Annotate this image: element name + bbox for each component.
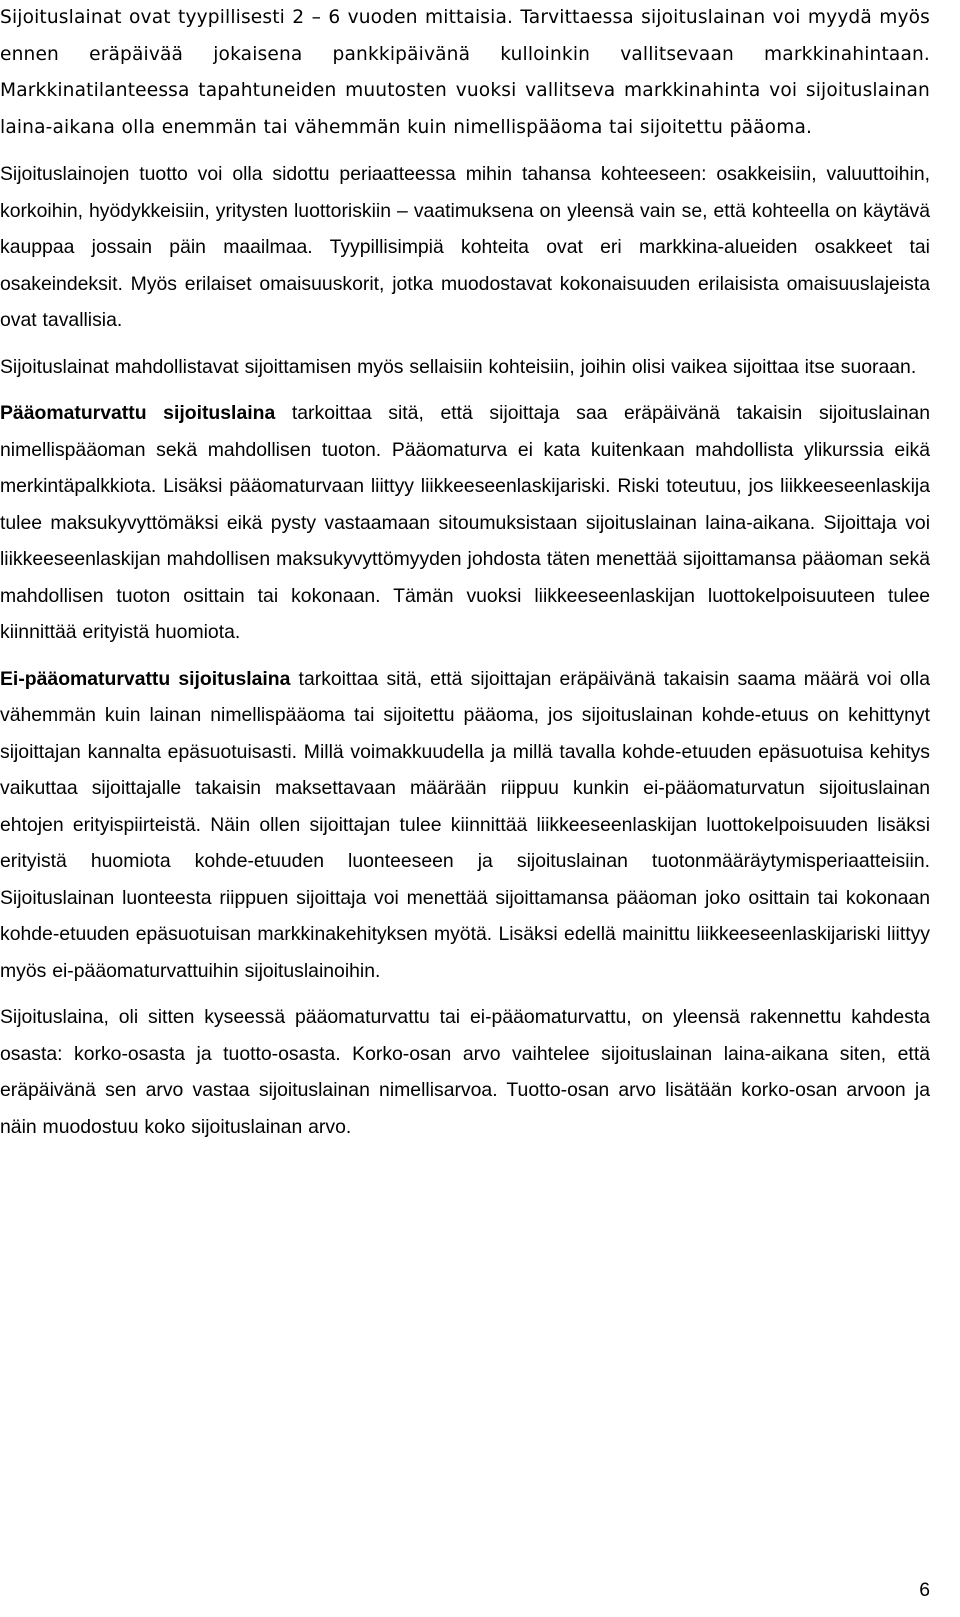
page-number: 6 bbox=[919, 1579, 930, 1601]
paragraph-non-capital-protected bbox=[0, 661, 930, 990]
term-capital-protected: Pääomaturvattu sijoituslaina bbox=[0, 402, 276, 424]
paragraph-capital-protected-text: tarkoittaa sitä, että sijoittaja saa eräpäivänä takaisin sijoituslainan nimellispääoman sekä mahdollisen tuoton. Pääomaturva ei kata kuitenkaan mahdollista ylikurssia eikä merkintäpalkkiota. Lisäksi pääomaturvaan liittyy liikkeeseenlaskijariski. Riski toteutuu, jos liikkeeseenlaskija tulee maksukyvyttömäksi eikä pysty vastaamaan sitoumuksistaan sijoituslainan laina-aikana. Sijoittaja voi liikkeeseenlaskijan mahdollisen maksukyvyttömyyden johdosta täten menettää sijoittamansa pääoman sekä mahdollisen tuoton osittain tai kokonaan. Tämän vuoksi liikkeeseenlaskijan luottokelpoisuuteen tulee kiinnittää erityistä huomiota. bbox=[0, 402, 930, 643]
paragraph-gap bbox=[0, 339, 930, 349]
paragraph-gap bbox=[0, 989, 930, 999]
paragraph-loan-term: Sijoituslainat ovat tyypillisesti 2 – 6 vuoden mittaisia. Tarvittaessa sijoituslainan voi myydä myös ennen eräpäivää jokaisena pankkipäivänä kulloinkin vallitsevaan markkinahintaan. Markkinatilanteessa tapahtuneiden muutosten vuoksi vallitseva markkinahinta voi sijoituslainan laina-aikana olla enemmän tai vähemmän kuin nimellispääoma tai sijoitettu pääoma. bbox=[0, 7, 930, 138]
paragraph-non-capital-protected-text: tarkoittaa sitä, että sijoittajan eräpäivänä takaisin saama määrä voi olla vähemmän kuin lainan nimellispääoma tai sijoitettu pääoma, jos sijoituslainan kohde-etuus on kehittynyt sijoittajan kannalta epäsuotuisasti. Millä voimakkuudella ja millä tavalla kohde-etuuden epäsuotuisa kehitys vaikuttaa sijoittajalle takaisin maksettavaan määrään riippuu kunkin ei-pääomaturvatun sijoituslainan ehtojen erityispiirteistä. Näin ollen sijoittajan tulee kiinnittää liikkeeseenlaskijan luottokelpoisuuden lisäksi erityistä huomiota kohde-etuuden luonteeseen ja sijoituslainan tuotonmääräytymisperiaatteisiin. Sijoituslainan luonteesta riippuen sijoittaja voi menettää sijoittamansa pääoman joko osittain tai kokonaan kohde-etuuden epäsuotuisan markkinakehityksen myötä. Lisäksi edellä mainittu liikkeeseenlaskijariski liittyy myös ei-pääomaturvattuihin sijoituslainoihin. bbox=[0, 667, 930, 982]
paragraph-access: Sijoituslainat mahdollistavat sijoittamisen myös sellaisiin kohteisiin, joihin olisi vaikea sijoittaa itse suoraan. bbox=[0, 355, 917, 378]
paragraph-return-targets: Sijoituslainojen tuotto voi olla sidottu periaatteessa mihin tahansa kohteeseen: osakkeisiin, valuuttoihin, korkoihin, hyödykkeisiin, yritysten luottoriskiin – vaatimuksena on yleensä vain se, että kohteella on käytävä kauppaa jossain päin maailmaa. Tyypillisimpiä kohteita ovat eri markkina-alueiden osakkeet tai osakeindeksit. Myös erilaiset omaisuuskorit, jotka muodostavat kokonaisuuden erilaisista omaisuuslajeista ovat tavallisia. bbox=[0, 163, 930, 331]
paragraph-capital-protected bbox=[0, 395, 930, 651]
term-non-capital-protected: Ei-pääomaturvattu sijoituslaina bbox=[0, 667, 291, 690]
paragraph-gap bbox=[0, 385, 930, 395]
paragraph-gap bbox=[0, 651, 930, 661]
paragraph-gap bbox=[0, 146, 930, 156]
paragraph-structure: Sijoituslaina, oli sitten kyseessä pääomaturvattu tai ei-pääomaturvattu, on yleensä rakennettu kahdesta osasta: korko-osasta ja tuotto-osasta. Korko-osan arvo vaihtelee sijoituslainan laina-aikana siten, että eräpäivänä sen arvo vastaa sijoituslainan nimellisarvoa. Tuotto-osan arvo lisätään korko-osan arvoon ja näin muodostuu koko sijoituslainan arvo. bbox=[0, 1006, 930, 1138]
